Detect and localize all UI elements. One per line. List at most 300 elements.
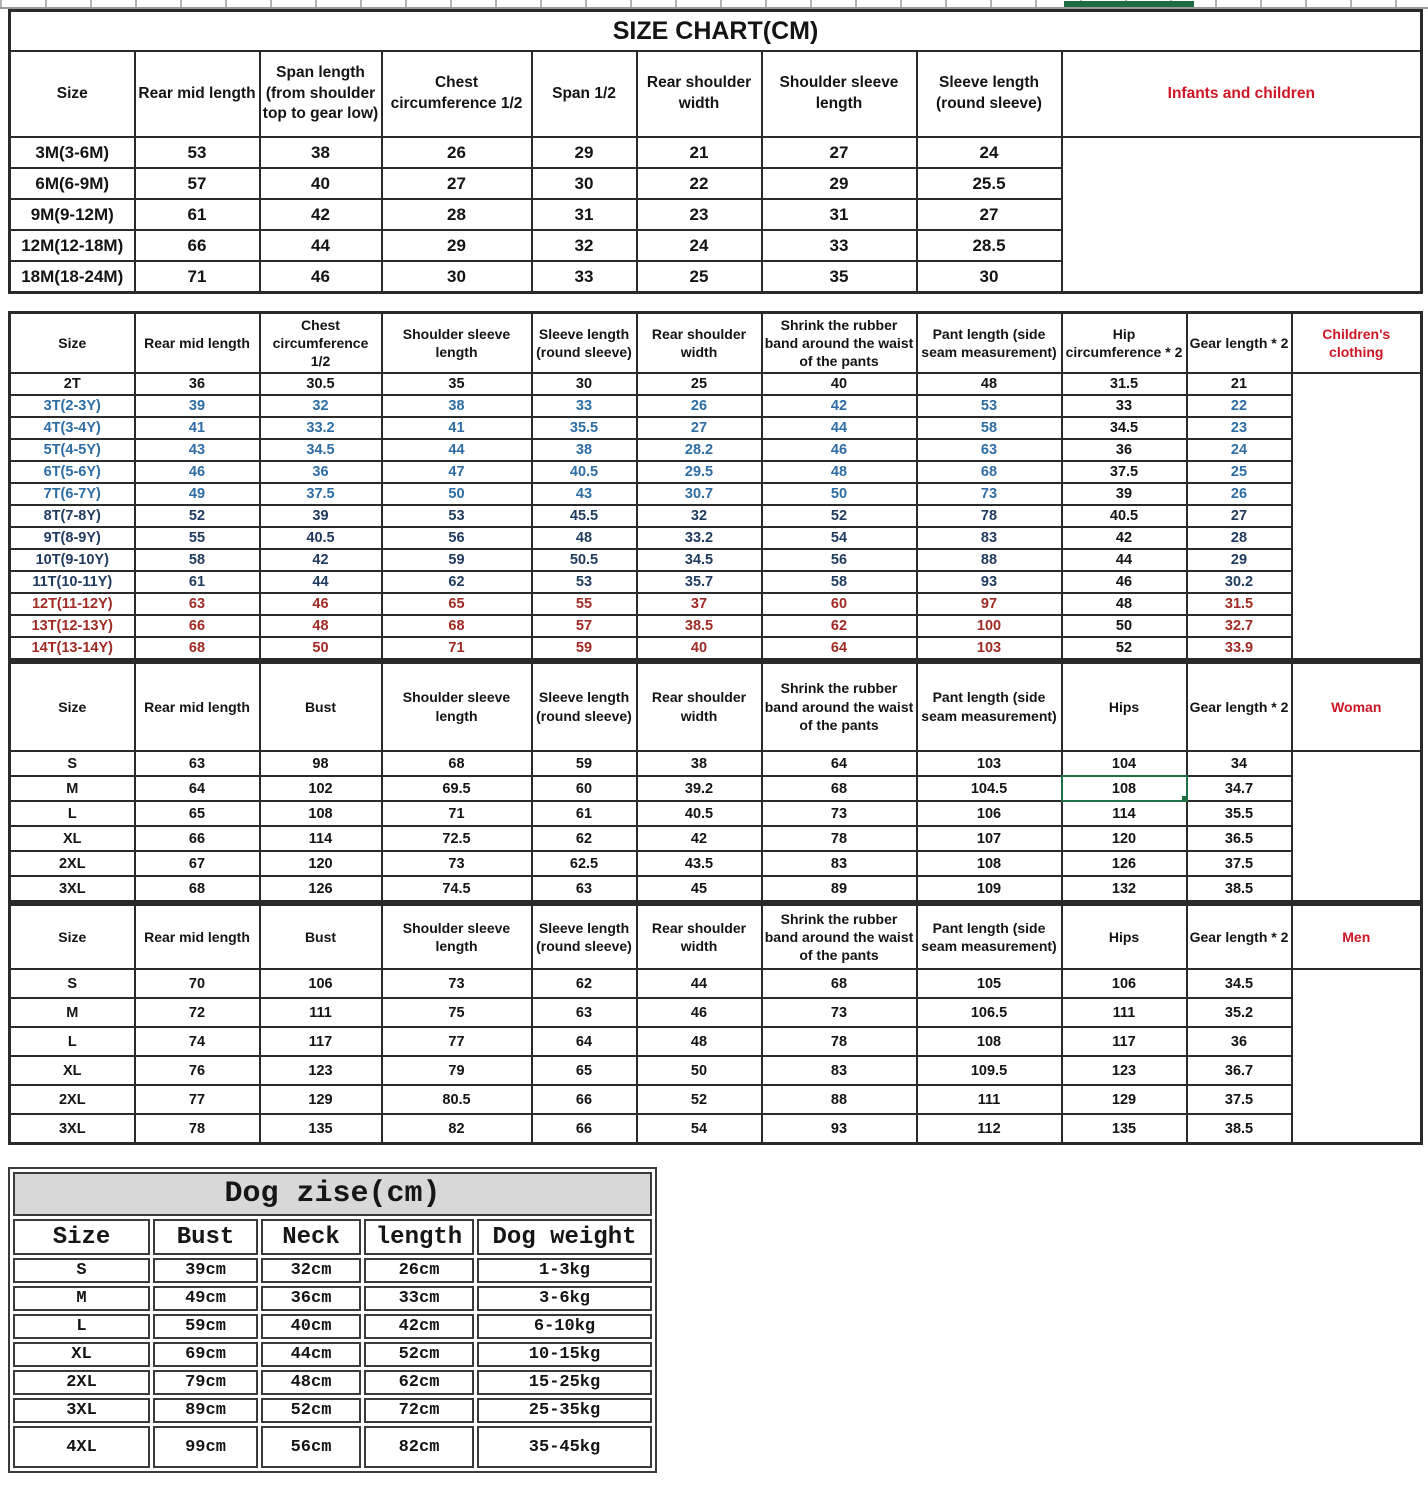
- value-cell: 60: [762, 593, 917, 615]
- value-cell: 49cm: [153, 1286, 258, 1311]
- value-cell: 114: [260, 826, 382, 851]
- value-cell: 35.2: [1187, 998, 1292, 1027]
- value-cell: 32: [637, 505, 762, 527]
- woman-size-table: [8, 661, 1423, 903]
- header-cell: Pant length (side seam measurement): [917, 663, 1062, 752]
- value-cell: 38: [260, 137, 382, 168]
- value-cell: 34.5: [1187, 969, 1292, 998]
- side-label: Men: [1292, 905, 1422, 970]
- value-cell: 22: [1187, 395, 1292, 417]
- value-cell: 35-45kg: [477, 1426, 652, 1468]
- header-cell: Span length (from shoulder top to gear low): [260, 51, 382, 137]
- value-cell: 32.7: [1187, 615, 1292, 637]
- header-cell: Hips: [1062, 905, 1187, 970]
- value-cell: 48: [1062, 593, 1187, 615]
- value-cell: 73: [382, 851, 532, 876]
- value-cell: 35: [382, 373, 532, 395]
- value-cell: 109: [917, 876, 1062, 902]
- value-cell: 25: [637, 373, 762, 395]
- value-cell: 126: [1062, 851, 1187, 876]
- value-cell: 69.5: [382, 776, 532, 801]
- value-cell: 80.5: [382, 1085, 532, 1114]
- value-cell: 68: [382, 751, 532, 776]
- value-cell: 29: [762, 168, 917, 199]
- value-cell: 38.5: [1187, 1114, 1292, 1144]
- value-cell: 36cm: [261, 1286, 361, 1311]
- header-cell: Rear shoulder width: [637, 905, 762, 970]
- value-cell: 28.5: [917, 230, 1062, 261]
- size-cell: 4XL: [13, 1426, 150, 1468]
- value-cell: 70: [135, 969, 260, 998]
- table-row: [13, 1314, 652, 1339]
- value-cell: 66: [532, 1085, 637, 1114]
- value-cell: 30.5: [260, 373, 382, 395]
- value-cell: 15-25kg: [477, 1370, 652, 1395]
- value-cell: 33.2: [260, 417, 382, 439]
- header-cell: Span 1/2: [532, 51, 637, 137]
- value-cell: 46: [762, 439, 917, 461]
- value-cell: 46: [260, 593, 382, 615]
- value-cell: 62cm: [364, 1370, 474, 1395]
- value-cell: 78: [762, 826, 917, 851]
- size-cell: 10T(9-10Y): [10, 549, 135, 571]
- value-cell: 30: [532, 168, 637, 199]
- table-row: [10, 826, 1422, 851]
- value-cell: 24: [1187, 439, 1292, 461]
- value-cell: 48: [637, 1027, 762, 1056]
- size-cell: 2XL: [10, 1085, 135, 1114]
- header-cell: length: [364, 1219, 474, 1255]
- value-cell: 72.5: [382, 826, 532, 851]
- value-cell: 135: [1062, 1114, 1187, 1144]
- table-row: [13, 1398, 652, 1423]
- value-cell: 61: [135, 571, 260, 593]
- value-cell: 63: [135, 751, 260, 776]
- value-cell: 59: [532, 637, 637, 660]
- value-cell: 74.5: [382, 876, 532, 902]
- size-cell: 8T(7-8Y): [10, 505, 135, 527]
- value-cell: 78: [762, 1027, 917, 1056]
- value-cell: 39cm: [153, 1258, 258, 1283]
- value-cell: 106.5: [917, 998, 1062, 1027]
- value-cell: 45.5: [532, 505, 637, 527]
- size-cell: M: [10, 776, 135, 801]
- value-cell: 64: [135, 776, 260, 801]
- value-cell: 33.9: [1187, 637, 1292, 660]
- value-cell: 52cm: [261, 1398, 361, 1423]
- value-cell: 32cm: [261, 1258, 361, 1283]
- size-cell: M: [10, 998, 135, 1027]
- table-row: [10, 168, 1422, 199]
- header-cell: Gear length * 2: [1187, 663, 1292, 752]
- value-cell: 83: [917, 527, 1062, 549]
- value-cell: 33: [1062, 395, 1187, 417]
- value-cell: 50: [637, 1056, 762, 1085]
- value-cell: 37.5: [260, 483, 382, 505]
- table-row: [10, 593, 1422, 615]
- value-cell: 31: [532, 199, 637, 230]
- value-cell: 68: [762, 776, 917, 801]
- value-cell: 26: [637, 395, 762, 417]
- value-cell: 57: [532, 615, 637, 637]
- value-cell: 30: [382, 261, 532, 293]
- infants-size-table: [8, 9, 1423, 294]
- value-cell: 50.5: [532, 549, 637, 571]
- value-cell: 35.5: [1187, 801, 1292, 826]
- header-cell: Shrink the rubber band around the waist of the pants: [762, 313, 917, 374]
- value-cell: 103: [917, 751, 1062, 776]
- value-cell: 93: [762, 1114, 917, 1144]
- size-cell: 4T(3-4Y): [10, 417, 135, 439]
- size-cell: 3XL: [13, 1398, 150, 1423]
- value-cell: 25: [637, 261, 762, 293]
- header-cell: Gear length * 2: [1187, 313, 1292, 374]
- value-cell: 48: [532, 527, 637, 549]
- value-cell: 54: [762, 527, 917, 549]
- value-cell: 57: [135, 168, 260, 199]
- value-cell: 34.5: [260, 439, 382, 461]
- table-row: [10, 439, 1422, 461]
- value-cell: 26cm: [364, 1258, 474, 1283]
- value-cell: 58: [917, 417, 1062, 439]
- size-cell: 2XL: [10, 851, 135, 876]
- value-cell: 28: [382, 199, 532, 230]
- value-cell: 62.5: [532, 851, 637, 876]
- value-cell: 61: [532, 801, 637, 826]
- header-cell: Shrink the rubber band around the waist of the pants: [762, 663, 917, 752]
- value-cell: 40.5: [260, 527, 382, 549]
- value-cell: 44: [260, 230, 382, 261]
- table-header-row: [10, 51, 1422, 137]
- value-cell: 35: [762, 261, 917, 293]
- value-cell: 41: [135, 417, 260, 439]
- header-cell: Shoulder sleeve length: [382, 663, 532, 752]
- header-cell: Rear shoulder width: [637, 51, 762, 137]
- table-row: [10, 969, 1422, 998]
- value-cell: 89: [762, 876, 917, 902]
- value-cell: 59cm: [153, 1314, 258, 1339]
- table-title: Dog zise(cm): [13, 1172, 652, 1216]
- size-cell: 12T(11-12Y): [10, 593, 135, 615]
- value-cell: 123: [260, 1056, 382, 1085]
- value-cell: 36.5: [1187, 826, 1292, 851]
- value-cell: 33: [532, 261, 637, 293]
- value-cell: 126: [260, 876, 382, 902]
- value-cell: 102: [260, 776, 382, 801]
- table-row: [10, 199, 1422, 230]
- value-cell: 50: [1062, 615, 1187, 637]
- header-cell: Rear mid length: [135, 663, 260, 752]
- value-cell: 52: [135, 505, 260, 527]
- value-cell: 106: [1062, 969, 1187, 998]
- value-cell: 106: [917, 801, 1062, 826]
- green-cell-highlight: [1064, 1, 1194, 7]
- value-cell: 79cm: [153, 1370, 258, 1395]
- value-cell: 30.7: [637, 483, 762, 505]
- value-cell: 44: [1062, 549, 1187, 571]
- value-cell: 42: [260, 199, 382, 230]
- header-cell: Rear shoulder width: [637, 313, 762, 374]
- header-cell: Size: [13, 1219, 150, 1255]
- value-cell: 37.5: [1062, 461, 1187, 483]
- value-cell: 30.2: [1187, 571, 1292, 593]
- value-cell: 25-35kg: [477, 1398, 652, 1423]
- value-cell: 117: [260, 1027, 382, 1056]
- value-cell: 38: [382, 395, 532, 417]
- value-cell: 111: [917, 1085, 1062, 1114]
- value-cell: 129: [1062, 1085, 1187, 1114]
- header-cell: Rear mid length: [135, 905, 260, 970]
- value-cell: 60: [532, 776, 637, 801]
- size-cell: 2XL: [13, 1370, 150, 1395]
- table-title-row: [13, 1172, 652, 1216]
- value-cell: 27: [917, 199, 1062, 230]
- size-cell: XL: [10, 1056, 135, 1085]
- value-cell: 56cm: [261, 1426, 361, 1468]
- value-cell: 50: [762, 483, 917, 505]
- header-cell: Rear mid length: [135, 51, 260, 137]
- size-cell: 3T(2-3Y): [10, 395, 135, 417]
- size-cell: XL: [10, 826, 135, 851]
- value-cell: 46: [260, 261, 382, 293]
- side-label: Children's clothing: [1292, 313, 1422, 374]
- value-cell: 69cm: [153, 1342, 258, 1367]
- value-cell: 27: [382, 168, 532, 199]
- value-cell: 88: [917, 549, 1062, 571]
- table-header-row: [10, 313, 1422, 374]
- value-cell: 35.5: [532, 417, 637, 439]
- table-row: [10, 876, 1422, 902]
- value-cell: 40.5: [637, 801, 762, 826]
- value-cell: 33.2: [637, 527, 762, 549]
- value-cell: 59: [382, 549, 532, 571]
- table-header-row: [10, 663, 1422, 752]
- value-cell: 52: [762, 505, 917, 527]
- value-cell: 129: [260, 1085, 382, 1114]
- table-row: [10, 1056, 1422, 1085]
- value-cell: 103: [917, 637, 1062, 660]
- table-row: [10, 998, 1422, 1027]
- value-cell: 40.5: [532, 461, 637, 483]
- header-cell: Chest circumference 1/2: [260, 313, 382, 374]
- value-cell: 58: [762, 571, 917, 593]
- side-label: Woman: [1292, 663, 1422, 752]
- value-cell: 83: [762, 1056, 917, 1085]
- header-cell: Hip circumference * 2: [1062, 313, 1187, 374]
- table-row: [10, 637, 1422, 660]
- table-gap: [0, 1145, 1428, 1167]
- value-cell: 31: [762, 199, 917, 230]
- value-cell: 108: [260, 801, 382, 826]
- value-cell: 77: [382, 1027, 532, 1056]
- table-title-row: [10, 11, 1422, 52]
- value-cell: 100: [917, 615, 1062, 637]
- value-cell: 105: [917, 969, 1062, 998]
- value-cell: 112: [917, 1114, 1062, 1144]
- value-cell: 123: [1062, 1056, 1187, 1085]
- value-cell: 52: [637, 1085, 762, 1114]
- value-cell: 40: [762, 373, 917, 395]
- header-cell: Size: [10, 51, 135, 137]
- size-cell: XL: [13, 1342, 150, 1367]
- value-cell: 29: [1187, 549, 1292, 571]
- value-cell: 48: [260, 615, 382, 637]
- value-cell: 34.5: [1062, 417, 1187, 439]
- value-cell: 55: [532, 593, 637, 615]
- selected-cell: 108: [1062, 776, 1187, 801]
- value-cell: 45: [637, 876, 762, 902]
- value-cell: 23: [637, 199, 762, 230]
- value-cell: 37.5: [1187, 851, 1292, 876]
- size-cell: 9T(8-9Y): [10, 527, 135, 549]
- value-cell: 27: [1187, 505, 1292, 527]
- value-cell: 99cm: [153, 1426, 258, 1468]
- table-row: [10, 1114, 1422, 1144]
- header-cell: Size: [10, 905, 135, 970]
- value-cell: 42: [637, 826, 762, 851]
- value-cell: 42: [762, 395, 917, 417]
- header-cell: Bust: [153, 1219, 258, 1255]
- value-cell: 58: [135, 549, 260, 571]
- value-cell: 66: [532, 1114, 637, 1144]
- value-cell: 44: [382, 439, 532, 461]
- value-cell: 44: [762, 417, 917, 439]
- value-cell: 10-15kg: [477, 1342, 652, 1367]
- value-cell: 29: [382, 230, 532, 261]
- value-cell: 40cm: [261, 1314, 361, 1339]
- header-cell: Size: [10, 313, 135, 374]
- value-cell: 120: [1062, 826, 1187, 851]
- value-cell: 32: [260, 395, 382, 417]
- value-cell: 76: [135, 1056, 260, 1085]
- header-cell: Shrink the rubber band around the waist of the pants: [762, 905, 917, 970]
- value-cell: 44cm: [261, 1342, 361, 1367]
- table-row: [10, 461, 1422, 483]
- value-cell: 34.7: [1187, 776, 1292, 801]
- value-cell: 38.5: [637, 615, 762, 637]
- value-cell: 28: [1187, 527, 1292, 549]
- value-cell: 82cm: [364, 1426, 474, 1468]
- value-cell: 29.5: [637, 461, 762, 483]
- header-cell: Rear shoulder width: [637, 663, 762, 752]
- value-cell: 73: [382, 969, 532, 998]
- header-cell: Pant length (side seam measurement): [917, 313, 1062, 374]
- value-cell: 1-3kg: [477, 1258, 652, 1283]
- value-cell: 78: [135, 1114, 260, 1144]
- value-cell: 21: [1187, 373, 1292, 395]
- header-cell: Gear length * 2: [1187, 905, 1292, 970]
- size-cell: 9M(9-12M): [10, 199, 135, 230]
- table-row: [10, 571, 1422, 593]
- value-cell: 89cm: [153, 1398, 258, 1423]
- header-cell: Size: [10, 663, 135, 752]
- value-cell: 42: [260, 549, 382, 571]
- value-cell: 109.5: [917, 1056, 1062, 1085]
- men-size-table: [8, 903, 1423, 1145]
- size-cell: 11T(10-11Y): [10, 571, 135, 593]
- value-cell: 48cm: [261, 1370, 361, 1395]
- value-cell: 53: [382, 505, 532, 527]
- value-cell: 74: [135, 1027, 260, 1056]
- value-cell: 26: [1187, 483, 1292, 505]
- table-row: [10, 261, 1422, 293]
- value-cell: 25: [1187, 461, 1292, 483]
- value-cell: 62: [762, 615, 917, 637]
- table-row: [13, 1342, 652, 1367]
- header-cell: Sleeve length (round sleeve): [532, 905, 637, 970]
- table-row: [10, 851, 1422, 876]
- header-cell: Dog weight: [477, 1219, 652, 1255]
- value-cell: 34.5: [637, 549, 762, 571]
- table-row: [10, 230, 1422, 261]
- value-cell: 44: [260, 571, 382, 593]
- value-cell: 32: [532, 230, 637, 261]
- value-cell: 117: [1062, 1027, 1187, 1056]
- size-cell: S: [13, 1258, 150, 1283]
- header-cell: Bust: [260, 663, 382, 752]
- size-cell: L: [10, 801, 135, 826]
- value-cell: 36: [1062, 439, 1187, 461]
- size-cell: 13T(12-13Y): [10, 615, 135, 637]
- value-cell: 36: [1187, 1027, 1292, 1056]
- value-cell: 67: [135, 851, 260, 876]
- value-cell: 46: [637, 998, 762, 1027]
- value-cell: 88: [762, 1085, 917, 1114]
- value-cell: 27: [637, 417, 762, 439]
- value-cell: 73: [762, 998, 917, 1027]
- value-cell: 48: [917, 373, 1062, 395]
- value-cell: 107: [917, 826, 1062, 851]
- value-cell: 132: [1062, 876, 1187, 902]
- value-cell: 29: [532, 137, 637, 168]
- value-cell: 33: [532, 395, 637, 417]
- value-cell: 53: [135, 137, 260, 168]
- size-cell: 5T(4-5Y): [10, 439, 135, 461]
- value-cell: 39: [260, 505, 382, 527]
- value-cell: 65: [135, 801, 260, 826]
- side-label: Infants and children: [1062, 51, 1422, 137]
- value-cell: 71: [135, 261, 260, 293]
- value-cell: 62: [532, 826, 637, 851]
- value-cell: 93: [917, 571, 1062, 593]
- table-title: SIZE CHART(CM): [10, 11, 1422, 52]
- value-cell: 22: [637, 168, 762, 199]
- value-cell: 64: [532, 1027, 637, 1056]
- value-cell: 3-6kg: [477, 1286, 652, 1311]
- value-cell: 71: [382, 801, 532, 826]
- size-cell: S: [10, 751, 135, 776]
- value-cell: 72cm: [364, 1398, 474, 1423]
- value-cell: 31.5: [1187, 593, 1292, 615]
- table-row: [10, 417, 1422, 439]
- value-cell: 108: [917, 1027, 1062, 1056]
- value-cell: 71: [382, 637, 532, 660]
- table-gap: [0, 294, 1428, 311]
- size-cell: 3XL: [10, 1114, 135, 1144]
- size-cell: 18M(18-24M): [10, 261, 135, 293]
- value-cell: 50: [260, 637, 382, 660]
- header-cell: Shoulder sleeve length: [382, 905, 532, 970]
- value-cell: 24: [637, 230, 762, 261]
- value-cell: 46: [1062, 571, 1187, 593]
- table-row: [10, 1027, 1422, 1056]
- table-header-row: [13, 1219, 652, 1255]
- value-cell: 54: [637, 1114, 762, 1144]
- value-cell: 79: [382, 1056, 532, 1085]
- value-cell: 30: [532, 373, 637, 395]
- value-cell: 56: [762, 549, 917, 571]
- size-cell: 7T(6-7Y): [10, 483, 135, 505]
